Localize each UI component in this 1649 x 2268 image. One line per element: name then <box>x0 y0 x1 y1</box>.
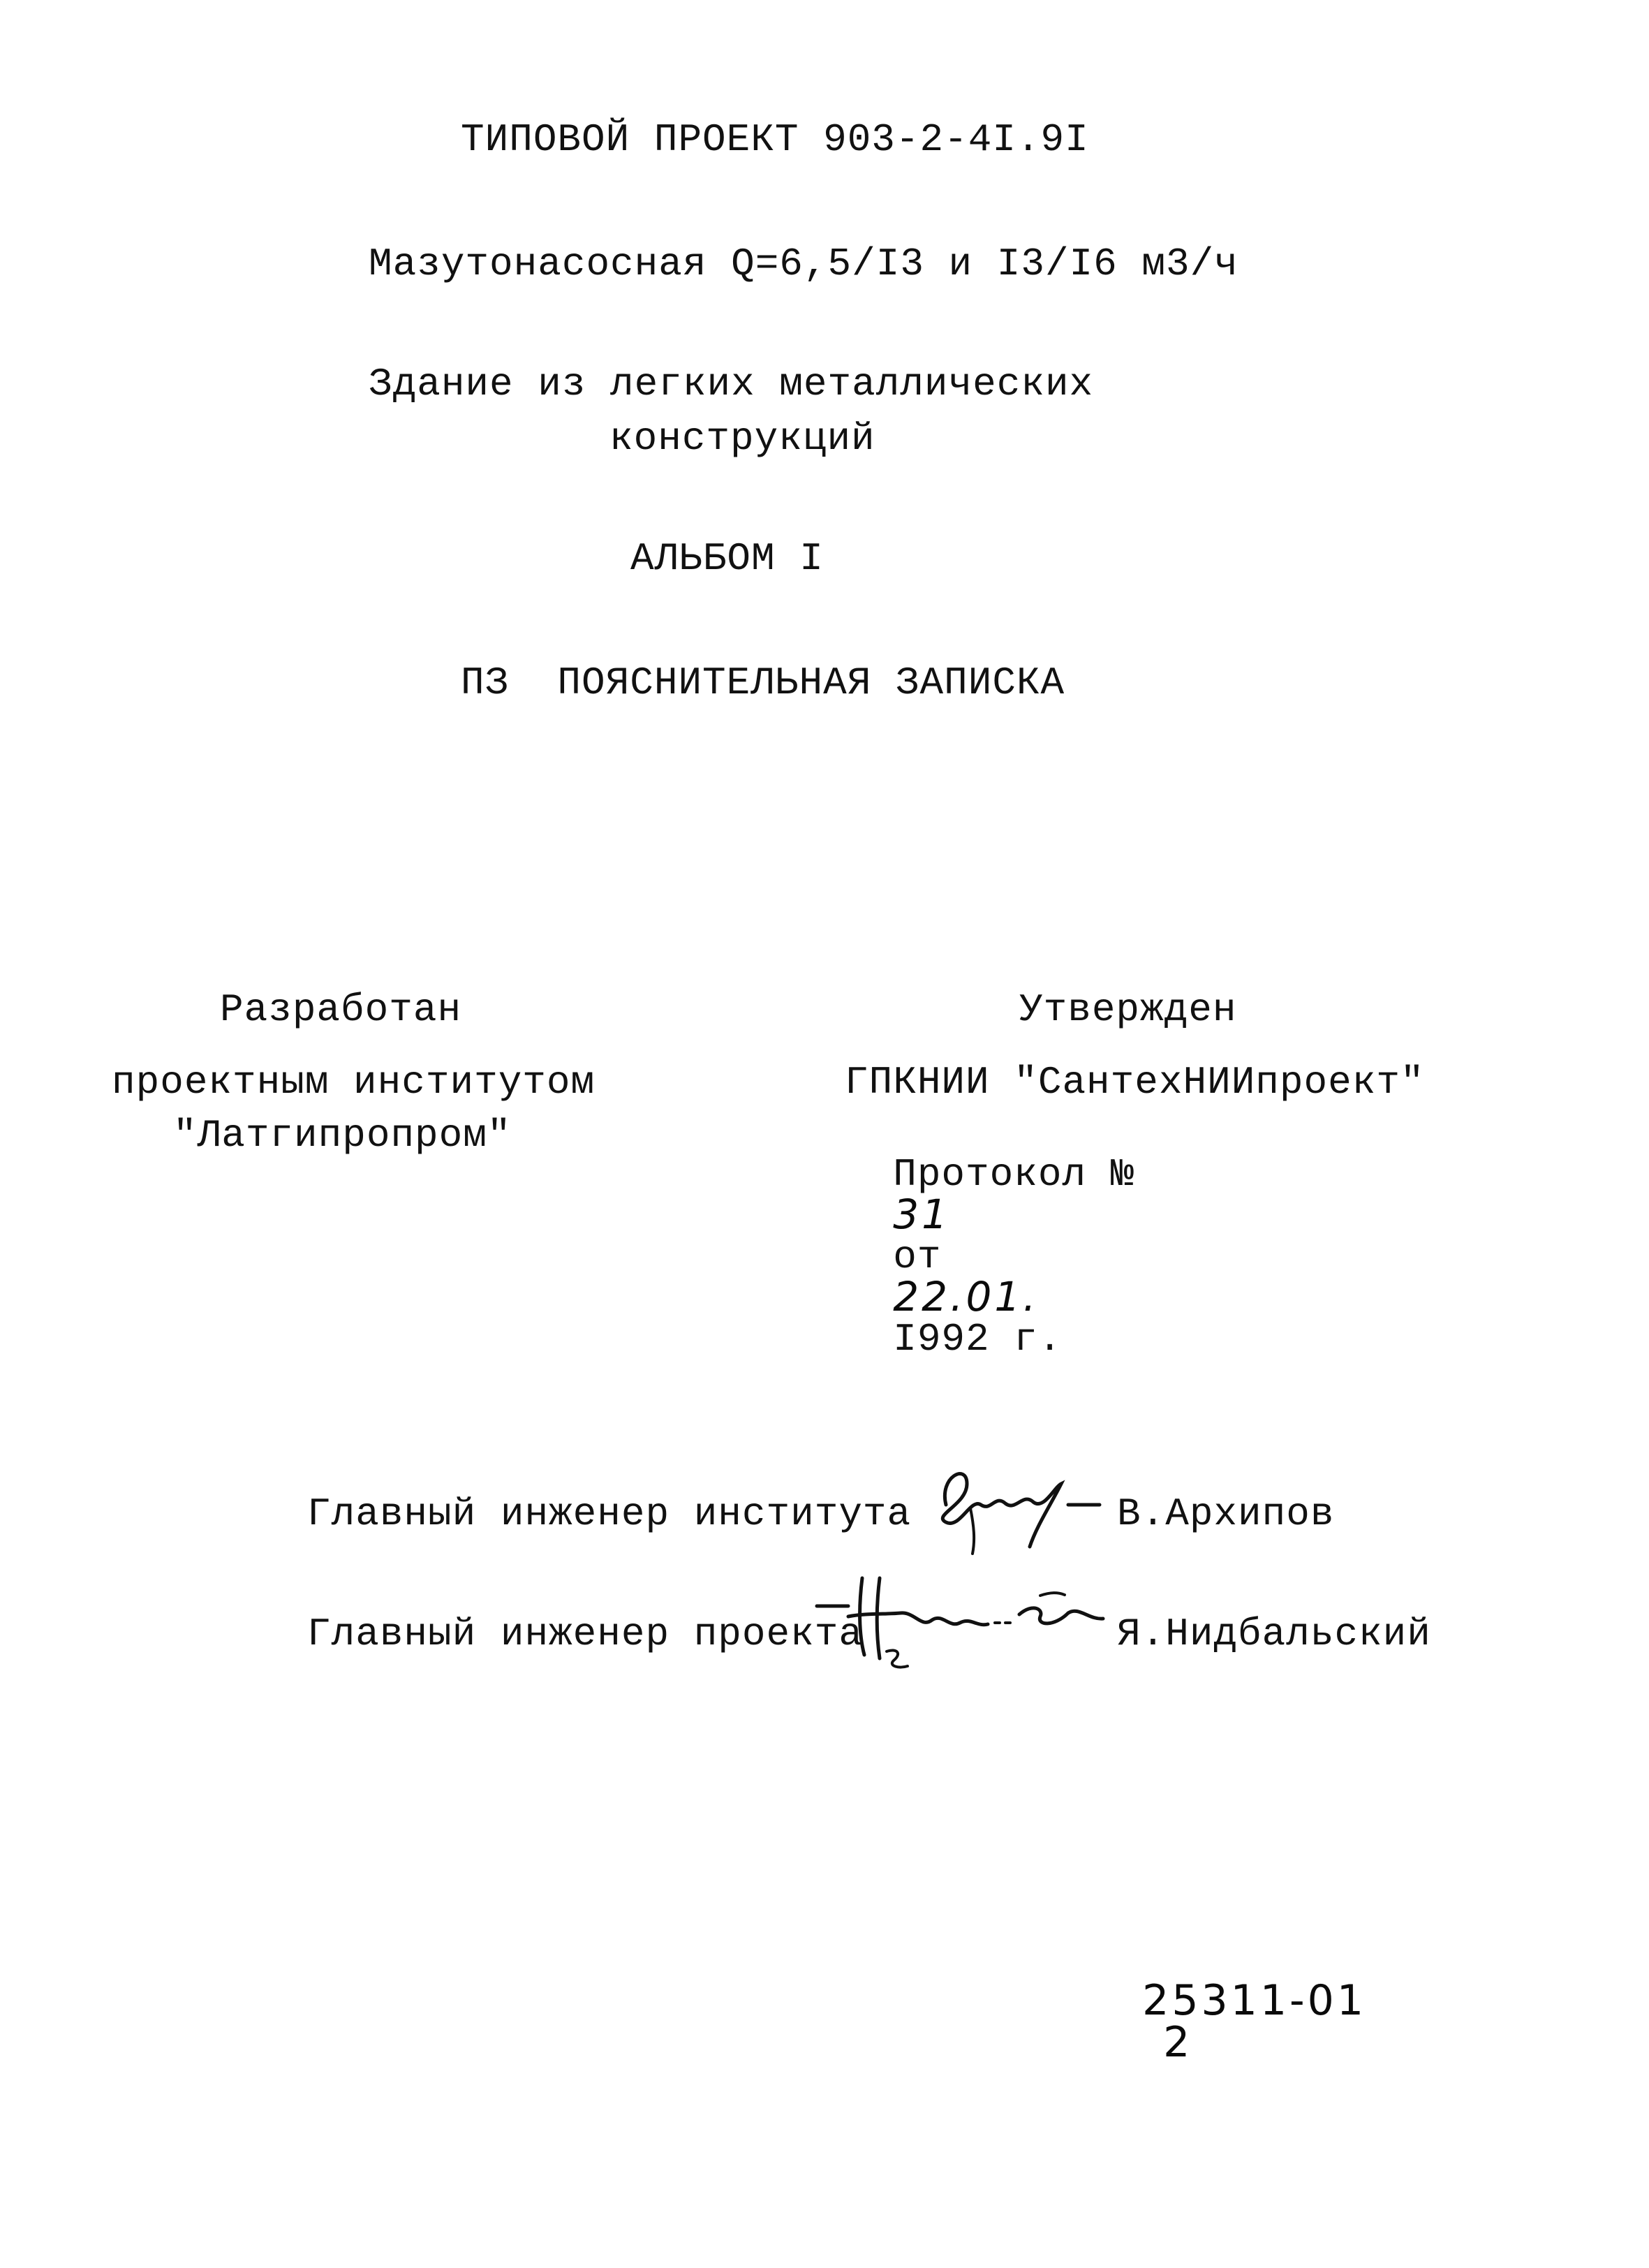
developer-line-2: "Латгипропром" <box>173 1113 512 1158</box>
approval-label: Утвержден <box>1019 987 1237 1032</box>
developer-line-1: проектным институтом <box>112 1060 596 1105</box>
page-number: 2 <box>1163 2018 1193 2067</box>
protocol-date: 22.01. <box>893 1273 1039 1320</box>
signature-name-1: В.Архипов <box>1117 1492 1335 1536</box>
signature-role-2: Главный инженер проекта <box>307 1612 863 1656</box>
project-title: ТИПОВОЙ ПРОЕКТ 903-2-4I.9I <box>461 117 1089 162</box>
protocol-year: I992 г. <box>893 1317 1063 1362</box>
signature-1-scribble <box>918 1456 1127 1561</box>
building-line-1: Здание из легких металлических <box>369 362 1094 406</box>
protocol-number: 31 <box>893 1191 951 1238</box>
protocol-from: от <box>893 1235 942 1279</box>
building-line-2: конструкций <box>609 416 875 461</box>
approval-protocol <box>845 1116 1135 1362</box>
protocol-prefix: Протокол № <box>893 1152 1135 1197</box>
album-label: АЛЬБОМ I <box>630 536 824 581</box>
doc-code: 25311-01 <box>1142 1976 1367 2025</box>
signature-name-2: Я.Нидбальский <box>1117 1612 1431 1656</box>
signature-role-1: Главный инженер института <box>307 1492 912 1536</box>
section-title: ПЗ ПОЯСНИТЕЛЬНАЯ ЗАПИСКА <box>461 661 1065 705</box>
signature-2-scribble <box>810 1564 1117 1676</box>
footer-doc-code <box>1110 1938 1367 2067</box>
approval-line-1: ГПКНИИ "СантехНИИпроект" <box>845 1060 1425 1105</box>
developer-label: Разработан <box>220 987 462 1032</box>
subject-line: Мазутонасосная Q=6,5/I3 и I3/I6 м3/ч <box>369 242 1238 286</box>
